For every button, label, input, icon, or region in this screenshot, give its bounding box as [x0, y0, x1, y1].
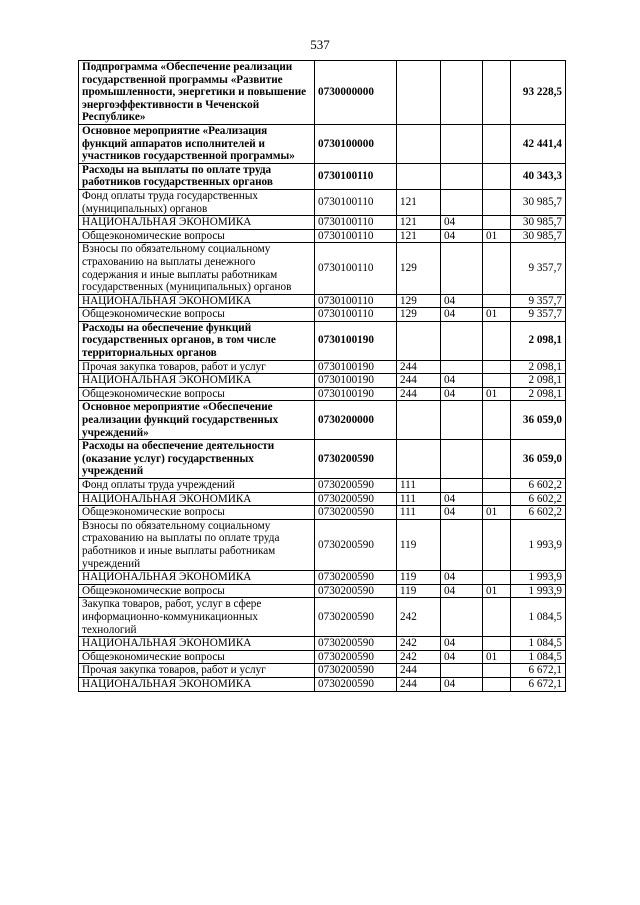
- row-expense-type-cell: 119: [397, 519, 441, 570]
- row-section-cell: [441, 163, 483, 189]
- table-row: [79, 440, 566, 479]
- row-expense-type-cell: [397, 163, 441, 189]
- row-amount-cell: 36 059,0: [511, 401, 566, 440]
- row-expense-type-cell: [397, 61, 441, 125]
- table-row: [79, 637, 566, 651]
- row-code-cell: 0730200590: [315, 650, 397, 664]
- table-row: [79, 308, 566, 322]
- row-amount-cell: 6 672,1: [511, 664, 566, 678]
- row-subsection-cell: [483, 374, 511, 388]
- row-name-cell: Общеэкономические вопросы: [79, 584, 315, 598]
- row-section-cell: 04: [441, 229, 483, 243]
- row-expense-type-cell: [397, 401, 441, 440]
- row-amount-cell: 1 993,9: [511, 519, 566, 570]
- row-code-cell: 0730200590: [315, 677, 397, 691]
- row-name-cell: Общеэкономические вопросы: [79, 506, 315, 520]
- row-name-cell: Общеэкономические вопросы: [79, 650, 315, 664]
- row-code-cell: 0730200590: [315, 506, 397, 520]
- row-name-cell: Фонд оплаты труда государственных (муниципальных) органов: [79, 189, 315, 215]
- row-subsection-cell: [483, 189, 511, 215]
- row-subsection-cell: [483, 519, 511, 570]
- row-subsection-cell: [483, 360, 511, 374]
- row-amount-cell: 1 993,9: [511, 584, 566, 598]
- row-amount-cell: 1 084,5: [511, 650, 566, 664]
- row-code-cell: 0730200590: [315, 598, 397, 637]
- row-subsection-cell: [483, 243, 511, 294]
- row-code-cell: 0730100000: [315, 124, 397, 163]
- row-section-cell: 04: [441, 216, 483, 230]
- row-amount-cell: 1 084,5: [511, 637, 566, 651]
- table-row: [79, 506, 566, 520]
- row-code-cell: 0730100190: [315, 374, 397, 388]
- row-expense-type-cell: 242: [397, 598, 441, 637]
- row-expense-type-cell: 244: [397, 664, 441, 678]
- row-code-cell: 0730200000: [315, 401, 397, 440]
- row-name-cell: Общеэкономические вопросы: [79, 308, 315, 322]
- row-subsection-cell: 01: [483, 229, 511, 243]
- row-code-cell: 0730200590: [315, 637, 397, 651]
- row-name-cell: Подпрограмма «Обеспечение реализации государственной программы «Развитие промышленности, энергетики и повышение энергоэффективности в Чеченской Республике»: [79, 61, 315, 125]
- row-amount-cell: 2 098,1: [511, 360, 566, 374]
- row-amount-cell: 6 602,2: [511, 492, 566, 506]
- row-section-cell: [441, 243, 483, 294]
- row-subsection-cell: [483, 571, 511, 585]
- row-subsection-cell: 01: [483, 584, 511, 598]
- row-amount-cell: 1 993,9: [511, 571, 566, 585]
- row-subsection-cell: [483, 61, 511, 125]
- table-row: [79, 650, 566, 664]
- row-subsection-cell: [483, 440, 511, 479]
- row-expense-type-cell: 111: [397, 479, 441, 493]
- row-section-cell: 04: [441, 571, 483, 585]
- row-section-cell: 04: [441, 677, 483, 691]
- table-row: [79, 492, 566, 506]
- table-row: [79, 360, 566, 374]
- row-expense-type-cell: 129: [397, 243, 441, 294]
- row-code-cell: 0730100110: [315, 294, 397, 308]
- row-code-cell: 0730200590: [315, 571, 397, 585]
- row-subsection-cell: 01: [483, 506, 511, 520]
- row-section-cell: 04: [441, 492, 483, 506]
- row-section-cell: 04: [441, 637, 483, 651]
- row-amount-cell: 30 985,7: [511, 229, 566, 243]
- row-name-cell: Основное мероприятие «Реализация функций аппаратов исполнителей и участников государственной программы»: [79, 124, 315, 163]
- row-section-cell: [441, 124, 483, 163]
- row-code-cell: 0730100110: [315, 163, 397, 189]
- row-section-cell: [441, 321, 483, 360]
- row-code-cell: 0730100190: [315, 387, 397, 401]
- row-code-cell: 0730200590: [315, 492, 397, 506]
- table-row: [79, 401, 566, 440]
- row-expense-type-cell: 242: [397, 637, 441, 651]
- row-section-cell: [441, 440, 483, 479]
- row-amount-cell: 30 985,7: [511, 189, 566, 215]
- row-subsection-cell: [483, 124, 511, 163]
- row-section-cell: 04: [441, 387, 483, 401]
- row-expense-type-cell: [397, 440, 441, 479]
- table-row: [79, 189, 566, 215]
- budget-table: [78, 60, 566, 692]
- table-row: [79, 598, 566, 637]
- row-subsection-cell: [483, 492, 511, 506]
- row-expense-type-cell: 244: [397, 374, 441, 388]
- table-row: [79, 664, 566, 678]
- row-expense-type-cell: 129: [397, 308, 441, 322]
- page-number: 537: [310, 37, 330, 52]
- row-subsection-cell: [483, 664, 511, 678]
- row-code-cell: 0730200590: [315, 584, 397, 598]
- table-row: [79, 374, 566, 388]
- row-section-cell: [441, 360, 483, 374]
- row-name-cell: Взносы по обязательному социальному страхованию на выплаты денежного содержания и иные выплаты работникам государственных (муниципальных) органов: [79, 243, 315, 294]
- row-code-cell: 0730000000: [315, 61, 397, 125]
- row-code-cell: 0730100110: [315, 216, 397, 230]
- row-amount-cell: 6 672,1: [511, 677, 566, 691]
- row-expense-type-cell: 111: [397, 506, 441, 520]
- row-expense-type-cell: 244: [397, 387, 441, 401]
- row-section-cell: [441, 189, 483, 215]
- row-name-cell: Общеэкономические вопросы: [79, 387, 315, 401]
- row-expense-type-cell: 121: [397, 189, 441, 215]
- row-subsection-cell: [483, 677, 511, 691]
- row-section-cell: [441, 598, 483, 637]
- row-expense-type-cell: 129: [397, 294, 441, 308]
- row-subsection-cell: 01: [483, 308, 511, 322]
- row-code-cell: 0730100190: [315, 321, 397, 360]
- row-amount-cell: 9 357,7: [511, 294, 566, 308]
- table-row: [79, 124, 566, 163]
- table-row: [79, 294, 566, 308]
- row-subsection-cell: [483, 598, 511, 637]
- row-amount-cell: 2 098,1: [511, 387, 566, 401]
- row-code-cell: 0730100110: [315, 229, 397, 243]
- row-name-cell: Основное мероприятие «Обеспечение реализации функций государственных учреждений»: [79, 401, 315, 440]
- row-name-cell: НАЦИОНАЛЬНАЯ ЭКОНОМИКА: [79, 637, 315, 651]
- row-code-cell: 0730100190: [315, 360, 397, 374]
- table-row: [79, 163, 566, 189]
- row-amount-cell: 36 059,0: [511, 440, 566, 479]
- row-section-cell: 04: [441, 650, 483, 664]
- row-amount-cell: 6 602,2: [511, 479, 566, 493]
- row-name-cell: Прочая закупка товаров, работ и услуг: [79, 360, 315, 374]
- row-amount-cell: 2 098,1: [511, 374, 566, 388]
- row-section-cell: [441, 519, 483, 570]
- row-expense-type-cell: 119: [397, 571, 441, 585]
- row-section-cell: [441, 61, 483, 125]
- row-name-cell: Расходы на выплаты по оплате труда работников государственных органов: [79, 163, 315, 189]
- row-expense-type-cell: [397, 321, 441, 360]
- row-name-cell: НАЦИОНАЛЬНАЯ ЭКОНОМИКА: [79, 677, 315, 691]
- row-subsection-cell: [483, 401, 511, 440]
- row-name-cell: Общеэкономические вопросы: [79, 229, 315, 243]
- row-code-cell: 0730200590: [315, 519, 397, 570]
- budget-table-body: [79, 61, 566, 692]
- row-section-cell: 04: [441, 294, 483, 308]
- row-name-cell: Расходы на обеспечение деятельности (оказание услуг) государственных учреждений: [79, 440, 315, 479]
- row-expense-type-cell: 244: [397, 677, 441, 691]
- table-row: [79, 584, 566, 598]
- row-code-cell: 0730100110: [315, 189, 397, 215]
- row-amount-cell: 2 098,1: [511, 321, 566, 360]
- row-section-cell: [441, 664, 483, 678]
- row-expense-type-cell: 111: [397, 492, 441, 506]
- row-name-cell: НАЦИОНАЛЬНАЯ ЭКОНОМИКА: [79, 492, 315, 506]
- row-expense-type-cell: [397, 124, 441, 163]
- row-subsection-cell: [483, 294, 511, 308]
- row-name-cell: НАЦИОНАЛЬНАЯ ЭКОНОМИКА: [79, 571, 315, 585]
- row-subsection-cell: [483, 637, 511, 651]
- row-amount-cell: 93 228,5: [511, 61, 566, 125]
- row-section-cell: 04: [441, 584, 483, 598]
- table-row: [79, 61, 566, 125]
- row-amount-cell: 40 343,3: [511, 163, 566, 189]
- table-row: [79, 479, 566, 493]
- table-row: [79, 387, 566, 401]
- row-subsection-cell: 01: [483, 387, 511, 401]
- row-amount-cell: 42 441,4: [511, 124, 566, 163]
- row-name-cell: НАЦИОНАЛЬНАЯ ЭКОНОМИКА: [79, 216, 315, 230]
- row-expense-type-cell: 121: [397, 229, 441, 243]
- row-amount-cell: 30 985,7: [511, 216, 566, 230]
- row-amount-cell: 1 084,5: [511, 598, 566, 637]
- row-code-cell: 0730200590: [315, 664, 397, 678]
- row-expense-type-cell: 242: [397, 650, 441, 664]
- row-amount-cell: 9 357,7: [511, 308, 566, 322]
- row-code-cell: 0730100110: [315, 308, 397, 322]
- row-name-cell: Фонд оплаты труда учреждений: [79, 479, 315, 493]
- row-subsection-cell: [483, 479, 511, 493]
- table-row: [79, 243, 566, 294]
- row-amount-cell: 9 357,7: [511, 243, 566, 294]
- row-name-cell: НАЦИОНАЛЬНАЯ ЭКОНОМИКА: [79, 374, 315, 388]
- table-row: [79, 229, 566, 243]
- row-name-cell: Закупка товаров, работ, услуг в сфере информационно-коммуникационных технологий: [79, 598, 315, 637]
- row-expense-type-cell: 119: [397, 584, 441, 598]
- row-section-cell: 04: [441, 374, 483, 388]
- row-amount-cell: 6 602,2: [511, 506, 566, 520]
- table-row: [79, 321, 566, 360]
- table-row: [79, 571, 566, 585]
- row-subsection-cell: [483, 163, 511, 189]
- row-subsection-cell: [483, 216, 511, 230]
- row-section-cell: 04: [441, 506, 483, 520]
- row-name-cell: Прочая закупка товаров, работ и услуг: [79, 664, 315, 678]
- table-row: [79, 677, 566, 691]
- row-subsection-cell: 01: [483, 650, 511, 664]
- row-code-cell: 0730100110: [315, 243, 397, 294]
- row-expense-type-cell: 121: [397, 216, 441, 230]
- table-row: [79, 216, 566, 230]
- row-expense-type-cell: 244: [397, 360, 441, 374]
- table-row: [79, 519, 566, 570]
- row-name-cell: Взносы по обязательному социальному страхованию на выплаты по оплате труда работников и иные выплаты работникам учреждений: [79, 519, 315, 570]
- row-name-cell: Расходы на обеспечение функций государственных органов, в том числе территориальных органов: [79, 321, 315, 360]
- row-code-cell: 0730200590: [315, 479, 397, 493]
- row-code-cell: 0730200590: [315, 440, 397, 479]
- row-name-cell: НАЦИОНАЛЬНАЯ ЭКОНОМИКА: [79, 294, 315, 308]
- row-subsection-cell: [483, 321, 511, 360]
- row-section-cell: 04: [441, 308, 483, 322]
- row-section-cell: [441, 401, 483, 440]
- row-section-cell: [441, 479, 483, 493]
